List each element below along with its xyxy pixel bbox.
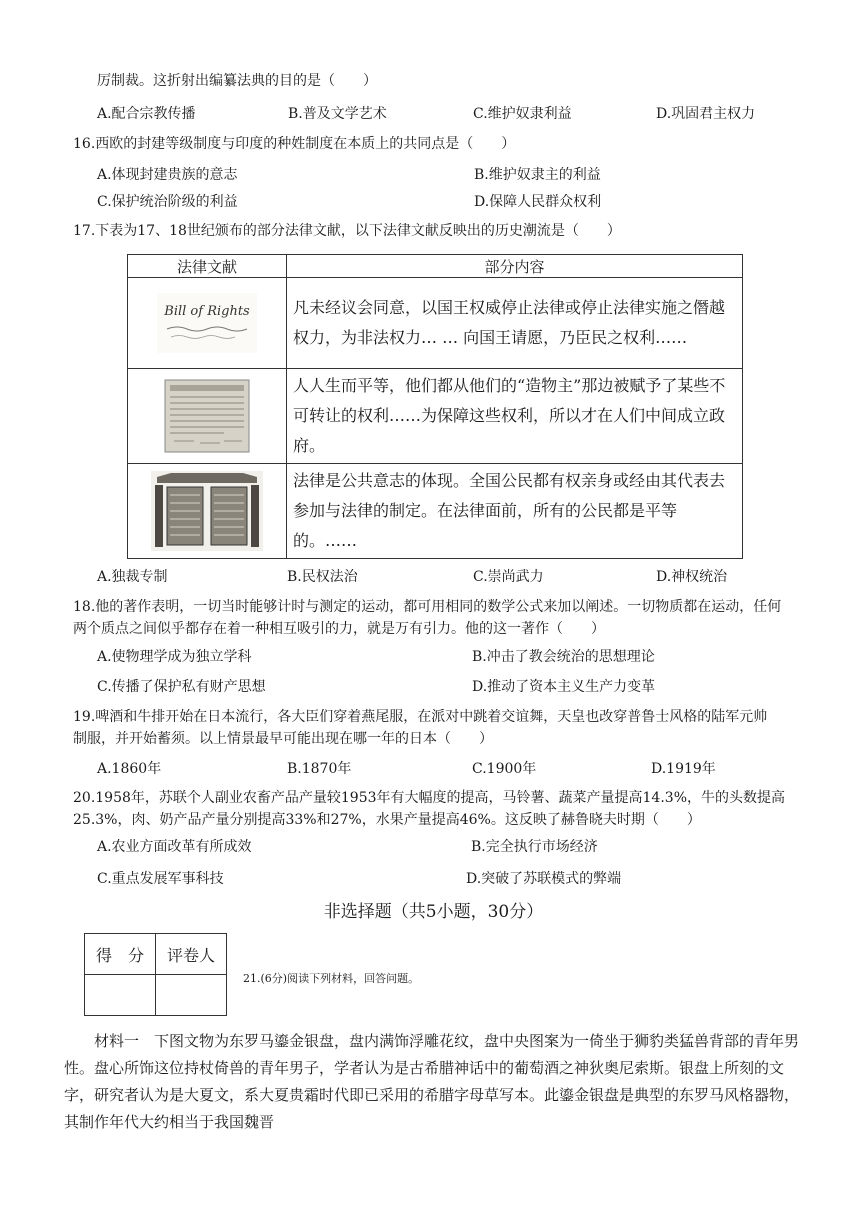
q19-stem-line2: 制服，并开始蓄须。以上情景最早可能出现在哪一年的日本（ ） [73, 731, 493, 747]
q16-option-a[interactable]: A.体现封建贵族的意志 [97, 167, 238, 183]
q20-option-a[interactable]: A.农业方面改革有所成效 [97, 839, 252, 855]
table-row [128, 464, 743, 559]
q17-option-a[interactable]: A.独裁专制 [97, 569, 168, 585]
q15-stem-continuation: 厉制裁。这折射出编纂法典的目的是（ ） [97, 73, 377, 89]
bill-of-rights-title-text: Bill of Rights [164, 304, 250, 319]
section-title: 非选择题（共5小题，30分） [323, 902, 544, 922]
q20-option-b[interactable]: B.完全执行市场经济 [471, 839, 598, 855]
q18-option-a[interactable]: A.使物理学成为独立学科 [97, 649, 252, 665]
q19-option-b[interactable]: B.1870年 [287, 761, 352, 777]
q20-option-d[interactable]: D.突破了苏联模式的弊端 [466, 871, 622, 887]
q17-option-d[interactable]: D.神权统治 [656, 569, 728, 585]
q18-stem-line1: 18.他的著作表明，一切当时能够计时与测定的运动，都可用相同的数学公式来加以阐述。一切物质都在运动，任何 [73, 599, 782, 615]
grader-label: 评卷人 [156, 934, 227, 975]
q21-material-1: 材料一 下图文物为东罗马鎏金银盘，盘内满饰浮雕花纹，盘中央图案为一倚坐于狮豹类猛兽背部的青年男性。盘心所饰这位持杖倚兽的青年男子，学者认为是古希腊神话中的葡萄酒之神狄奥尼索斯。银盘上所刻的文字，研究者认为是大夏文，系大夏贵霜时代即已采用的希腊字母草写本。此鎏金银盘是典型的东罗马风格器物，其制作年代大约相当于我国魏晋 [64, 1032, 800, 1131]
q16-option-d[interactable]: D.保障人民群众权利 [474, 194, 602, 210]
q15-option-b[interactable]: B.普及文学艺术 [288, 106, 387, 122]
law-documents-table [127, 254, 743, 559]
declaration-tablets-image [128, 464, 287, 559]
q15-option-c[interactable]: C.维护奴隶利益 [473, 106, 572, 122]
q18-option-c[interactable]: C.传播了保护私有财产思想 [97, 679, 266, 695]
q18-option-b[interactable]: B.冲击了教会统治的思想理论 [472, 649, 655, 665]
score-input-cell[interactable] [85, 975, 156, 1016]
q15-option-d[interactable]: D.巩固君主权力 [656, 106, 756, 122]
score-label: 得 分 [85, 934, 156, 975]
q18-option-d[interactable]: D.推动了资本主义生产力变革 [472, 679, 656, 695]
score-box [84, 933, 227, 1016]
q19-option-c[interactable]: C.1900年 [472, 761, 537, 777]
q18-stem-line2: 两个质点之间似乎都存在着一种相互吸引的力，就是万有引力。他的这一著作（ ） [73, 621, 605, 637]
q16-option-c[interactable]: C.保护统治阶级的利益 [97, 194, 238, 210]
q20-option-c[interactable]: C.重点发展军事科技 [97, 871, 224, 887]
q17-option-c[interactable]: C.崇尚武力 [473, 569, 544, 585]
q20-stem-line1: 20.1958年，苏联个人副业农畜产品产量较1953年有大幅度的提高，马铃薯、蔬菜产量提高14.3%，牛的头数提高 [73, 790, 785, 806]
q20-stem-line2: 25.3%，肉、奶产品产量分别提高33%和27%，水果产量提高46%。这反映了赫鲁晓夫时期（ ） [73, 812, 701, 828]
q19-option-d[interactable]: D.1919年 [651, 761, 716, 777]
q19-stem-line1: 19.啤酒和牛排开始在日本流行，各大臣们穿着燕尾服，在派对中跳着交谊舞，天皇也改穿普鲁士风格的陆军元帅 [73, 709, 768, 725]
table-content-1: 凡未经议会同意，以国王权威停止法律或停止法律实施之僭越权力，为非法权力… … 向国王请愿，乃臣民之权利…… [287, 278, 743, 369]
q16-option-b[interactable]: B.维护奴隶主的利益 [474, 167, 601, 183]
declaration-document-image [128, 369, 287, 464]
table-content-3: 法律是公共意志的体现。全国公民都有权亲身或经由其代表去参加与法律的制定。在法律面前，所有的公民都是平等的。…… [287, 464, 743, 559]
grader-input-cell[interactable] [156, 975, 227, 1016]
bill-of-rights-image [128, 278, 287, 369]
q17-option-b[interactable]: B.民权法治 [287, 569, 358, 585]
q15-option-a[interactable]: A.配合宗教传播 [97, 106, 196, 122]
table-row [128, 278, 743, 369]
table-content-2: 人人生而平等，他们都从他们的“造物主”那边被赋予了某些不可转让的权利……为保障这些权利，所以才在人们中间成立政府。 [287, 369, 743, 464]
q16-stem: 16.西欧的封建等级制度与印度的种姓制度在本质上的共同点是（ ） [73, 136, 516, 152]
table-row [128, 369, 743, 464]
table-header-content: 部分内容 [287, 255, 743, 278]
table-header-documents: 法律文献 [128, 255, 287, 278]
q19-option-a[interactable]: A.1860年 [97, 761, 162, 777]
q21-stem: 21.(6分)阅读下列材料，回答问题。 [243, 972, 420, 985]
q17-stem: 17.下表为17、18世纪颁布的部分法律文献，以下法律文献反映出的历史潮流是（ ） [73, 223, 621, 239]
